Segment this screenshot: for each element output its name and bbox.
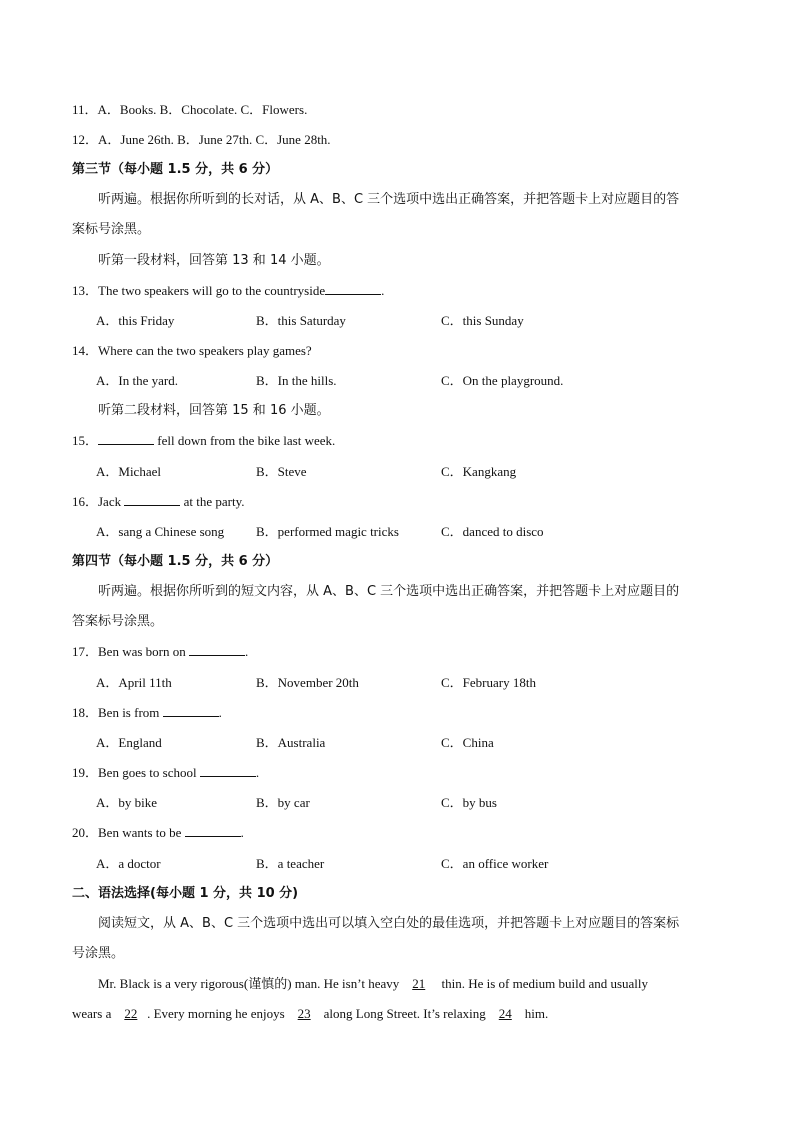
part-2-instruction-cont: 号涂黑。 [72,946,125,961]
passage-line-2: wears a 22 . Every morning he enjoys 23 along Long Street. It’s relaxing 24 him. [72,1006,549,1021]
section-3-title: 第三节（每小题 1.5 分，共 6 分） [72,162,279,177]
question-13-stem: 13．The two speakers will go to the countryside . [72,283,385,298]
blank-24: 24 [498,1006,512,1021]
blank-23: 23 [297,1006,311,1021]
question-12: 12．A．June 26th. B．June 27th. C．June 28th. [72,132,331,147]
question-18-option-c: C．China [441,735,494,750]
answer-blank [124,493,180,506]
passage-line-1: Mr. Black is a very rigorous(谨慎的) man. He isn’t heavy 21 thin. He is of medium build and usually [98,976,649,991]
question-14-stem: 14．Where can the two speakers play games? [72,343,312,358]
question-20-option-b: B．a teacher [256,856,325,871]
question-14-option-b: B．In the hills. [256,373,337,388]
part-2-instruction: 阅读短文，从 A、B、C 三个选项中选出可以填入空白处的最佳选项，并把答题卡上对应题目的答案标 [98,916,680,931]
question-11: 11．A．Books. B．Chocolate. C．Flowers. [72,102,308,117]
question-13-option-a: A．this Friday [96,313,175,328]
question-15-option-b: B．Steve [256,464,307,479]
answer-blank [189,643,245,656]
question-20-option-c: C．an office worker [441,856,549,871]
answer-blank [200,764,256,777]
part-2-title: 二、语法选择(每小题 1 分，共 10 分) [72,886,299,901]
question-19-option-c: C．by bus [441,795,497,810]
question-14-option-a: A．In the yard. [96,373,178,388]
answer-blank [163,704,219,717]
question-17-stem: 17．Ben was born on . [72,644,249,659]
answer-blank [325,282,381,295]
blank-22: 22 [124,1006,138,1021]
question-20-option-a: A．a doctor [96,856,161,871]
blank-21: 21 [412,976,426,991]
section-3-part2-note: 听第二段材料，回答第 15 和 16 小题。 [98,403,330,418]
question-15-stem: 15． fell down from the bike last week. [72,433,336,448]
question-19-option-b: B．by car [256,795,310,810]
answer-blank [98,432,154,445]
question-15-option-c: C．Kangkang [441,464,517,479]
question-13-option-b: B．this Saturday [256,313,346,328]
question-19-option-a: A．by bike [96,795,158,810]
answer-blank [185,824,241,837]
question-17-option-c: C．February 18th [441,675,536,690]
section-4-instruction-cont: 答案标号涂黑。 [72,614,164,629]
question-16-option-a: A．sang a Chinese song [96,524,225,539]
question-18-stem: 18．Ben is from . [72,705,222,720]
question-17-option-a: A．April 11th [96,675,172,690]
section-3-instruction: 听两遍。根据你所听到的长对话，从 A、B、C 三个选项中选出正确答案，并把答题卡上对应题目的答 [98,192,680,207]
question-15-option-a: A．Michael [96,464,161,479]
section-3-part1-note: 听第一段材料，回答第 13 和 14 小题。 [98,253,330,268]
section-4-title: 第四节（每小题 1.5 分，共 6 分） [72,554,279,569]
question-19-stem: 19．Ben goes to school . [72,765,260,780]
question-20-stem: 20．Ben wants to be . [72,825,244,840]
question-14-option-c: C．On the playground. [441,373,564,388]
question-16-option-b: B．performed magic tricks [256,524,399,539]
question-18-option-b: B．Australia [256,735,326,750]
section-3-instruction-cont: 案标号涂黑。 [72,222,151,237]
question-17-option-b: B．November 20th [256,675,359,690]
question-18-option-a: A．England [96,735,162,750]
question-13-option-c: C．this Sunday [441,313,524,328]
section-4-instruction: 听两遍。根据你所听到的短文内容，从 A、B、C 三个选项中选出正确答案，并把答题卡上对应题目的 [98,584,680,599]
question-16-stem: 16．Jack at the party. [72,494,245,509]
question-16-option-c: C．danced to disco [441,524,544,539]
